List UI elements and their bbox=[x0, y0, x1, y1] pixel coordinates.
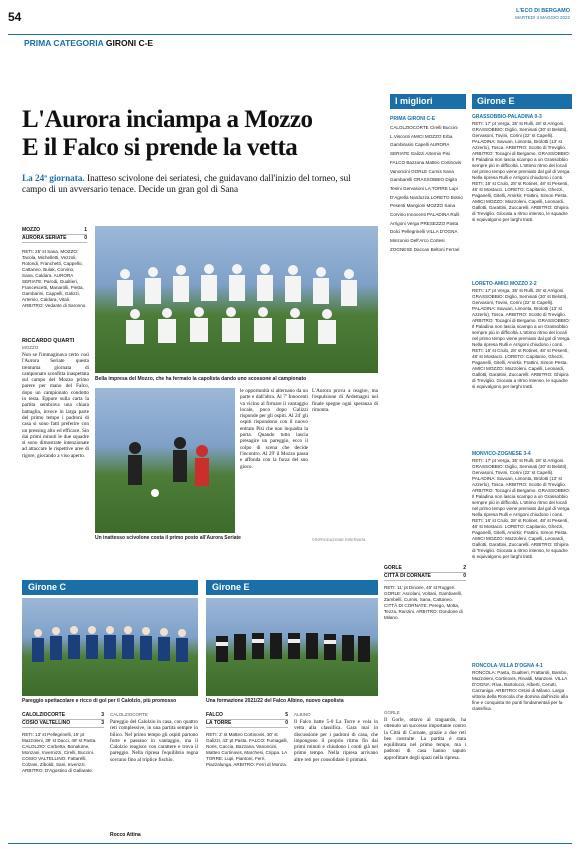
section-label bbox=[24, 38, 153, 48]
home-score: 1 bbox=[84, 227, 87, 233]
match-loreto-body: RETI: 17' pt Verga, 35' st Rulli, 28' st Arrigoni. GRASSOBBIO: Diglio, Seminati (30' st Belotti), Gervasoni, Tovini, Corini (22' st Capelli). PALADINA: Savuan, Limonta, Brolotti (13' st Azzerlo), Tosca. ARBITRO: Scotto di Treviglio. ARBITRO: Tocagni di Bergamo. GRASSOBBIO: Il Paladina non lascia scampo a un Grassobbio sempre più in difficoltà. L'ottimo ritmo dei locali nel primo tempo viene premiato dal gol di Verga. Nella ripresa Rulli e Arrigoni chiudono i conti. RETI: 16' st Crulo, 28' st Rotinet, 48' st Pesenti, 48' st Mostacci. LORETO: Capitanio, Ghezzi, Paganelli, Gitelli, Amirkir, Frattini, Simon Pesta. AMICI MOZZO: Mazzoleni, Capelli, Leonardi, Gallotti, Garattini, Zuccarelli. ARBITRO: Ghipira di Treviglio. Giocata a ritmo intenso, le squadre si equivalgono per larghi tratti. bbox=[472, 288, 571, 389]
migliori-girone: PRIMA GIRONI C-E bbox=[390, 116, 436, 122]
girone-c-title: Girone C bbox=[22, 580, 198, 595]
footer-rule bbox=[8, 843, 572, 844]
girone-e-title: Girone E bbox=[472, 94, 572, 109]
paper-name: L'ECO DI BERGAMO bbox=[516, 8, 570, 14]
article-column-3: L'Aurora prova a reagire, ma l'espulsione di Ardemagni nel finale spegne ogni speranza di rimonta. bbox=[312, 388, 378, 413]
team-photo-falco bbox=[206, 598, 378, 696]
gorle-place: GORLE bbox=[384, 710, 400, 715]
author: RICCARDO QUARTI bbox=[22, 338, 75, 344]
calolzio-home-score: 3 bbox=[101, 712, 104, 718]
falco-home: FALCO bbox=[206, 712, 223, 718]
photo-caption-1: Bella impresa del Mozzo, che ha fermato la capolista dando uno scossone al campionato bbox=[95, 376, 307, 382]
match-grassobbio-body: RETI: 17' pt Verga, 35' st Rulli, 28' st Arrigoni. GRASSOBBIO: Diglio, Seminati (30' st Belotti), Gervasoni, Tovini, Corini (22' st Capelli). PALADINA: Savuan, Limonta, Brolotti (13' st Azzerlo), Tosca. ARBITRO: Scotto di Treviglio. ARBITRO: Tocagni di Bergamo. GRASSOBBIO: Il Paladina non lascia scampo a un Grassobbio sempre più in difficoltà. L'ottimo ritmo dei locali nel primo tempo viene premiato dal gol di Verga. Nella ripresa Rulli e Arrigoni chiudono i conti. RETI: 16' st Crulo, 28' st Rotinet, 48' st Pesenti, 48' st Mostacci. LORETO: Capitanio, Ghezzi, Paganelli, Gitelli, Amirkir, Frattini, Simon Pesta. AMICI MOZZO: Mazzoleni, Capelli, Leonardi, Gallotti, Garattini, Zuccarelli. ARBITRO: Ghipira di Treviglio. Giocata a ritmo intenso, le squadre si equivalgono per larghi tratti. bbox=[472, 121, 571, 222]
gorle-away-score: 0 bbox=[463, 573, 466, 579]
action-photo-aurora bbox=[95, 388, 235, 533]
falco-silhouettes bbox=[206, 598, 378, 696]
calolzio-home: CALOLZIOCORTE bbox=[22, 712, 66, 718]
calolzio-body: Pareggio del Calolzio in casa, con quattro reti complessive, in una partita sempre in bilico. Nel primo tempo gli ospiti partono forte e passano in vantaggio, ma il Calolzio reagisce con carattere e trova il pareggio. Nella ripresa l'equilibrio regna sovrano fino al triplice fischio. bbox=[110, 719, 198, 763]
girone-e2-title: Girone E bbox=[206, 580, 378, 595]
gorle-away: CITTÀ DI CORNATE bbox=[384, 573, 431, 579]
copyright: ©RIPRODUZIONE RISERVATA bbox=[312, 538, 366, 542]
falco-score-box bbox=[206, 712, 288, 728]
score-box bbox=[22, 227, 87, 243]
calolzio-silhouettes bbox=[22, 598, 198, 696]
match-grassobbio: GRASSOBBIO-PALADINA 0-3 bbox=[472, 114, 542, 120]
gorle-score-box bbox=[384, 565, 466, 581]
match-loreto: LORETO-AMICI MOZZO 2-2 bbox=[472, 281, 537, 287]
calolzio-info: RETI: 13' st Pellegrinelli, 15' pt Mazzoleni, 39' st Dacci, 48' st Pasta. CALOLZIO: Corbetta, Bonalume, Monzani, Invernizzi, Cirelli, Buccini. COSIO VALTELLINO: Fattarelli, Colzani, Ziboldi, Sani, Inverizzi. ARBITRO: D'Agostino di Gallarate. bbox=[22, 732, 97, 773]
player-silhouettes bbox=[95, 388, 235, 533]
article-column-2: le opportunità si alternano da un parte e dall'altra. Al 7' Innocenti va vicino al firmare il vantaggio locale, poco dopo Galizzi risponde per gli ospiti. Al 24' gli ospiti rispondono con il nuovo entrato Pisi che non inquadra la porta. Quando tutto lascia presagire un pareggio, ecco il colpo di scena che decide l'incontro. Al 29' il Mozzo passa e affonda con la forza del suo gioco. bbox=[240, 388, 308, 470]
team-photo-calolzio bbox=[22, 598, 198, 696]
match-monvico-body: RETI: 17' pt Verga, 35' st Rulli, 28' st Arrigoni. GRASSOBBIO: Diglio, Seminati (30' st Belotti), Gervasoni, Tovini, Corini (22' st Capelli). PALADINA: Savuan, Limonta, Brolotti (13' st Azzerlo), Tosca. ARBITRO: Scotto di Treviglio. ARBITRO: Tocagni di Bergamo. GRASSOBBIO: Il Paladina non lascia scampo a un Grassobbio sempre più in difficoltà. L'ottimo ritmo dei locali nel primo tempo viene premiato dal gol di Verga. Nella ripresa Rulli e Arrigoni chiudono i conti. RETI: 16' st Crulo, 28' st Rotinet, 48' st Pesenti, 48' st Mostacci. LORETO: Capitanio, Ghezzi, Paganelli, Gitelli, Amirkir, Frattini, Simon Pesta. AMICI MOZZO: Mazzoleni, Capelli, Leonardi, Gallotti, Garattini, Zuccarelli. ARBITRO: Ghipira di Treviglio. Giocata a ritmo intenso, le squadre si equivalgono per larghi tratti. bbox=[472, 458, 571, 559]
falco-away-score: 0 bbox=[285, 720, 288, 726]
match-monvico: MONVICO-ZOGNESE 3-4 bbox=[472, 451, 531, 457]
girone-c-caption: Pareggio spettacolare e ricco di gol per il Calolzio, più promosso bbox=[22, 698, 177, 704]
migliori-title: I migliori bbox=[390, 94, 466, 109]
section-girone: GIRONI C-E bbox=[105, 38, 154, 48]
home-team: MOZZO bbox=[22, 227, 41, 233]
issue-date: MARTEDÌ 3 MAGGIO 2022 bbox=[515, 15, 570, 20]
page-number: 54 bbox=[8, 10, 22, 24]
headline-line-1: L'Aurora inciampa a Mozzo bbox=[22, 106, 313, 133]
match-info: RETI: 25' st Sana. MOZZO: Tacola, Michelletti, Vezzoli, Rotondi, Franchetti, Cappello, Cattaneo, Bulak, Corvino, Sana, Caldara. AURORA SERIATE: Parodi, Gualtieri, Francescetti, Manarolli, Pietta, Gambarini, Cappelli, Galizzi, Artemio, Caldara, Vitali. ARBITRO: Vedante di Saronno. bbox=[22, 249, 87, 308]
section-category: PRIMA CATEGORIA bbox=[24, 38, 104, 48]
falco-home-score: 5 bbox=[285, 712, 288, 718]
away-score: 0 bbox=[84, 235, 87, 241]
deck-lead: La 24ª giornata. bbox=[22, 173, 85, 183]
falco-place: ALBINO bbox=[294, 712, 311, 717]
calolzio-away-score: 3 bbox=[101, 720, 104, 726]
article-column-1: Non se l'immaginava certo così l'Aurora Seriate questa trentuma giornata di campionato sconfitta inaspettata sul campo del Mozzo primo parere per mano del Falco, dopo un campionato condotto in testa. Eppure sulla carta la partita sembrava una chiara battaglia, invece in larga parte del primo tempo i padroni di casa si sono fatti preferire con un pressing alto ed efficace. Sin dai primi minuti le due squadre si sono dimostrate intenzionate ad attaccare le rispettive aree di rigore, giocando a viso aperto. bbox=[22, 352, 89, 459]
calolzio-away: COSIO VALTELLINO bbox=[22, 720, 71, 726]
falco-info: RETI: 2' st Matteo Cortinovis, 30' st Galizzi, 43' pt Pasta. FALCO: Fumagalli, Noris, Caccia, Bazzana, Vanoncini, Matteo Cortinovis, Marchesi, Crippa. LA TORRE: Lupi, Piantoni, Ferri, Piazzalunga. ARBITRO: Ferri di Monza. bbox=[206, 732, 288, 767]
header-rule bbox=[8, 34, 572, 35]
calolzio-place: CALOLZIOCORTE bbox=[110, 712, 148, 717]
girone-e2-caption: Una formazione 2021/22 del Falco Albino, nuovo capolista bbox=[206, 698, 344, 704]
deck bbox=[22, 173, 377, 195]
place: MOZZO bbox=[22, 345, 39, 350]
gorle-home: GORLE bbox=[384, 565, 402, 571]
headline bbox=[22, 106, 372, 162]
photo-caption-2: Un inattesso scivolone costa il primo posto all'Aurora Seriate bbox=[95, 535, 241, 541]
migliori-list: CALOLZIOCORTE Cirelli Buccini L.Visconti AMICI MOZZO Erba Gambirasio Capelli AURORA SERIATE Galizzi Artemio Pisi FALCO Bazzana Matteo Cortinovis Vanoncini GORLE Curnis Sana Gambarelli GRASSOBBIO Digito Tesini Gervasoni LA TORRE Lupi D'Agrella Nardozza LORETO Botrio Pesenti Mangioni MOZZO Sana Corvino Innocenti PALADINA Rulli Arrigoni Verga PRESEZZO Pasta Dolci Pellegrinelli VILLA D'OGNA Minzonici Dell'Arco Cortesi ZOGNESE Daccan Beltoni Ferrari bbox=[390, 125, 463, 252]
falco-body: Il Falco batte 5-0 La Torre e vola in vetta alla classifica. Gara mai in discussione per i padroni di casa, che impongono il proprio ritmo fin dai primi minuti e chiudono i conti già nel primo tempo. Nella ripresa arrivano altre reti per consolidare il primato. bbox=[294, 719, 378, 763]
away-team: AURORA SERIATE bbox=[22, 235, 67, 241]
team-silhouettes bbox=[95, 226, 378, 373]
team-photo-mozzo bbox=[95, 226, 378, 373]
deck-body: Inatteso scivolone dei seriatesi, che guidavano dall'inizio del torneo, sul campo di un avversario tenace. Decide un gran gol di Sana bbox=[22, 173, 351, 194]
headline-line-2: E il Falco si prende la vetta bbox=[22, 134, 298, 161]
falco-away: LA TORRE bbox=[206, 720, 232, 726]
calolzio-author: Rocco Attina bbox=[110, 832, 141, 838]
gorle-body: Il Gorle, ottavo al traguardo, ha ottenuto un successo importante contro la Città di Cornate, grazie a due reti ben costruite. La partita è stata equilibrata nel primo tempo, ma i padroni di casa hanno saputo approfittare degli spazi nella ripresa. bbox=[384, 717, 466, 761]
match-roncola: RONCOLA-VILLA D'OGNA 4-1 bbox=[472, 663, 543, 669]
gorle-info: RETI: 11' pt Dinoire, 45' st Ruggeri. GORLE: Ascolani, Voltani, Gambarelli, Zambelli, Curnis, Sana, Cattaneo. CITTÀ DI CORNATE: Perego, Motta, Tezza, Ranzini. ARBITRO: Dondone di Milano. bbox=[384, 585, 463, 620]
match-roncola-body: RONCOLA: Pasta, Gualtieri, Frattaroli, Bambo, Mazzoleni, Cortinovis, Rinaldi, Manzoni. VILLA D'OGNA: Riva, Bartolucci, Alberti, Cerutti, Carzaniga. ARBITRO: Orsini di Milano. Larga vittoria della Roncola che domina dall'inizio alla fine e conquista tre punti fondamentali per la classifica. bbox=[472, 670, 568, 711]
gorle-home-score: 2 bbox=[463, 565, 466, 571]
calolzio-score-box bbox=[22, 712, 104, 728]
